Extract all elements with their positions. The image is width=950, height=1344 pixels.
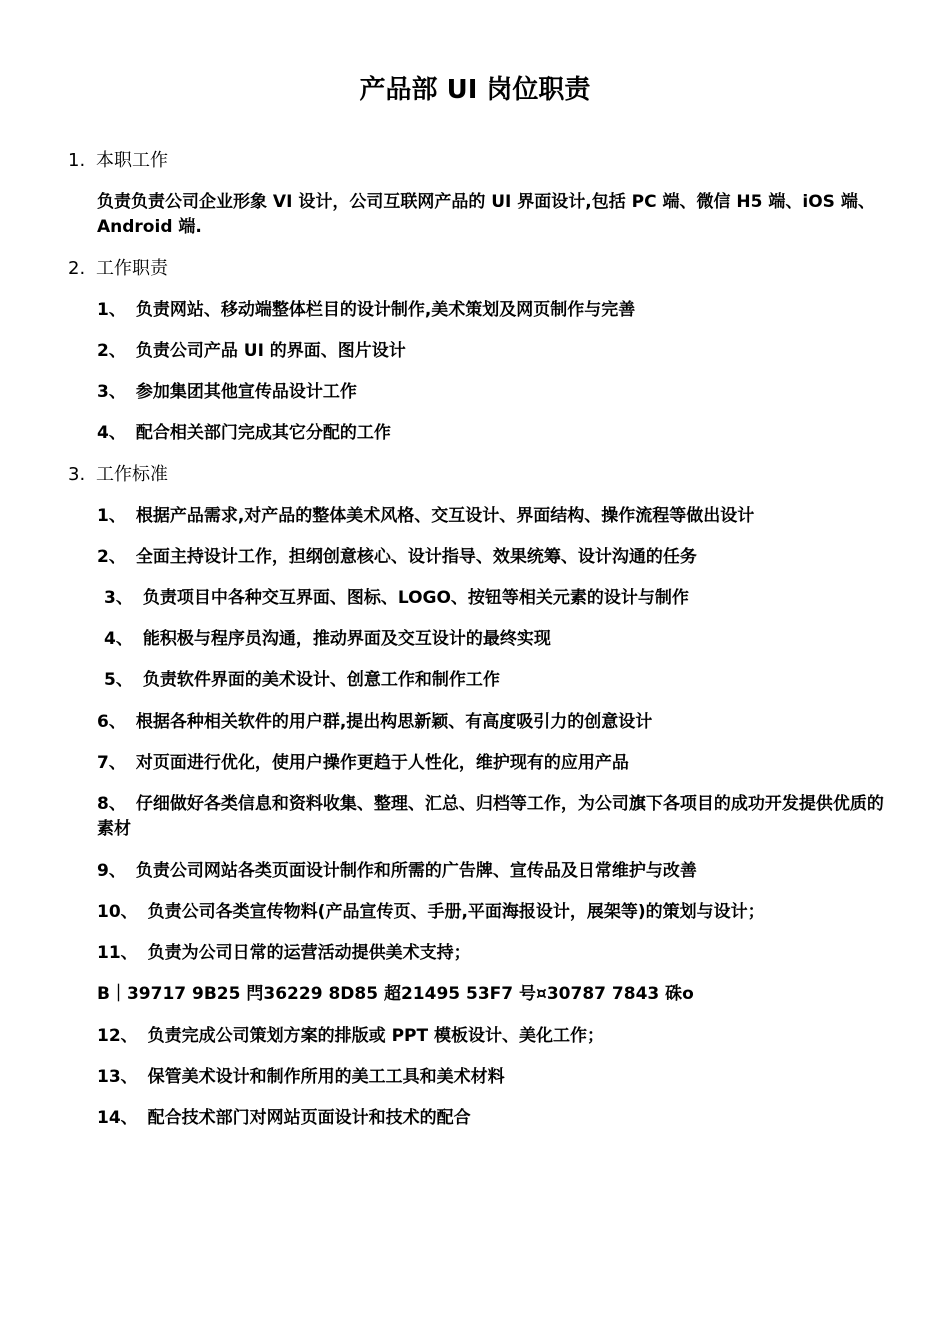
document-title: 产品部 UI 岗位职责 bbox=[359, 75, 591, 105]
item-text: 根据各种相关软件的用户群,提出构思新颖、有高度吸引力的创意设计 bbox=[135, 712, 653, 732]
section-title: 工作标准 bbox=[96, 464, 168, 485]
item-number: 13、 bbox=[97, 1067, 138, 1087]
section-paragraph: 负责负责公司企业形象 VI 设计，公司互联网产品的 UI 界面设计,包括 PC 端、微信 H5 端、iOS 端、Android 端. bbox=[97, 192, 875, 237]
list-item bbox=[97, 339, 897, 364]
section-number: 2. bbox=[68, 258, 86, 279]
list-item bbox=[97, 421, 897, 446]
section-heading-1 bbox=[68, 149, 168, 173]
list-item bbox=[97, 941, 897, 966]
item-number: 11、 bbox=[97, 943, 138, 963]
list-item bbox=[97, 900, 897, 925]
item-text: 负责软件界面的美术设计、创意工作和制作工作 bbox=[142, 670, 500, 690]
item-number: 2、 bbox=[97, 547, 126, 567]
list-item bbox=[97, 1065, 897, 1090]
list-item bbox=[97, 751, 897, 776]
item-number: 3、 bbox=[104, 588, 133, 608]
item-text: 能积极与程序员沟通，推动界面及交互设计的最终实现 bbox=[142, 629, 551, 649]
item-number: 8、 bbox=[97, 794, 126, 814]
list-item bbox=[97, 504, 897, 529]
list-item bbox=[97, 380, 897, 405]
list-item bbox=[97, 1106, 897, 1131]
item-number: 2、 bbox=[97, 341, 126, 361]
list-item bbox=[97, 859, 897, 884]
list-item bbox=[97, 1024, 897, 1049]
item-number: 4、 bbox=[97, 423, 126, 443]
item-number: 14、 bbox=[97, 1108, 138, 1128]
item-text: 参加集团其他宣传品设计工作 bbox=[135, 382, 357, 402]
item-number: 1、 bbox=[97, 506, 126, 526]
item-text: 仔细做好各类信息和资料收集、整理、汇总、归档等工作，为公司旗下各项目的成功开发提供优质的 素材 bbox=[97, 794, 884, 839]
item-text: 配合技术部门对网站页面设计和技术的配合 bbox=[147, 1108, 471, 1128]
item-text: 全面主持设计工作，担纲创意核心、设计指导、效果统筹、设计沟通的任务 bbox=[135, 547, 697, 567]
item-number: 4、 bbox=[104, 629, 133, 649]
section-number: 3. bbox=[68, 464, 86, 485]
item-number: 1、 bbox=[97, 300, 126, 320]
item-text: 负责公司各类宣传物料(产品宣传页、手册,平面海报设计，展架等)的策划与设计； bbox=[147, 902, 765, 922]
item-number: 6、 bbox=[97, 712, 126, 732]
section-heading-2 bbox=[68, 257, 168, 281]
item-number: 5、 bbox=[104, 670, 133, 690]
list-item bbox=[104, 668, 904, 693]
item-text: 负责公司产品 UI 的界面、图片设计 bbox=[135, 341, 406, 361]
item-text: 配合相关部门完成其它分配的工作 bbox=[135, 423, 391, 443]
list-item bbox=[97, 792, 887, 842]
section-number: 1. bbox=[68, 150, 86, 171]
section-heading-3 bbox=[68, 463, 168, 487]
item-text: 负责公司网站各类页面设计制作和所需的广告牌、宣传品及日常维护与改善 bbox=[135, 861, 697, 881]
item-text: 负责为公司日常的运营活动提供美术支持； bbox=[147, 943, 471, 963]
list-item bbox=[104, 586, 904, 611]
garbled-text-line bbox=[97, 982, 897, 1007]
item-number: 9、 bbox=[97, 861, 126, 881]
item-text: 保管美术设计和制作所用的美工工具和美术材料 bbox=[147, 1067, 505, 1087]
list-item bbox=[104, 627, 904, 652]
section-title: 工作职责 bbox=[96, 258, 168, 279]
item-number: 7、 bbox=[97, 753, 126, 773]
item-text: 对页面进行优化，使用户操作更趋于人性化，维护现有的应用产品 bbox=[135, 753, 629, 773]
item-text: 负责网站、移动端整体栏目的设计制作,美术策划及网页制作与完善 bbox=[135, 300, 636, 320]
list-item bbox=[97, 545, 897, 570]
item-text: 根据产品需求,对产品的整体美术风格、交互设计、界面结构、操作流程等做出设计 bbox=[135, 506, 755, 526]
item-text: 负责项目中各种交互界面、图标、LOGO、按钮等相关元素的设计与制作 bbox=[142, 588, 689, 608]
list-item bbox=[97, 298, 897, 323]
item-text: 负责完成公司策划方案的排版或 PPT 模板设计、美化工作； bbox=[147, 1026, 605, 1046]
item-number: 10、 bbox=[97, 902, 138, 922]
item-number: 3、 bbox=[97, 382, 126, 402]
list-item bbox=[97, 710, 897, 735]
section-title: 本职工作 bbox=[96, 150, 168, 171]
item-number: 12、 bbox=[97, 1026, 138, 1046]
item-text: B｜39717 9B25 閂36229 8D85 超21495 53F7 号¤30787 7843 硃o bbox=[97, 984, 694, 1004]
